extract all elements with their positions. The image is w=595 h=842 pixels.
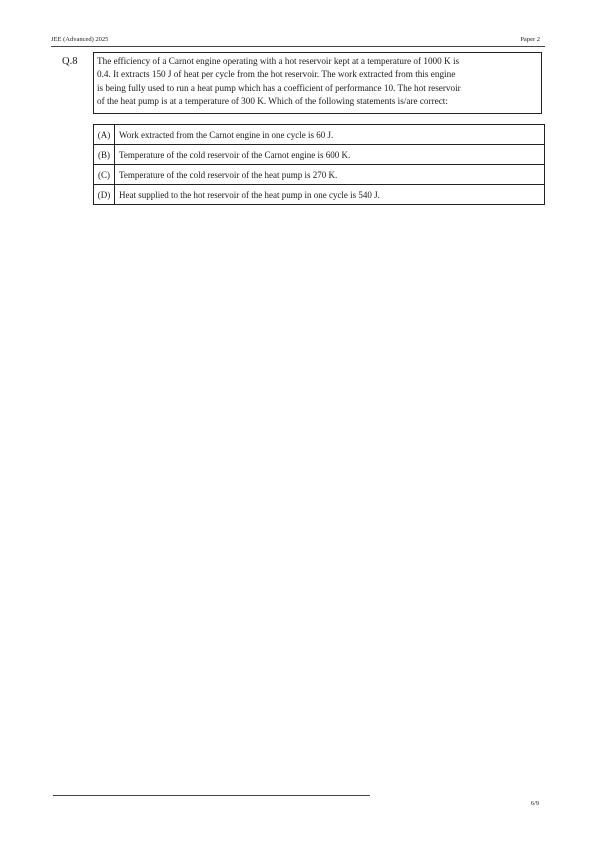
exam-title: JEE (Advanced) 2025 bbox=[51, 36, 109, 43]
option-row-c[interactable] bbox=[94, 165, 545, 185]
option-text: Temperature of the cold reservoir of the heat pump is 270 K. bbox=[115, 165, 545, 185]
question-line: of the heat pump is at a temperature of 300 K. Which of the following statements is/are correct: bbox=[97, 95, 448, 106]
question-line: is being fully used to run a heat pump which has a coefficient of performance 10. The hot reservoir bbox=[97, 82, 461, 93]
options-table bbox=[93, 124, 545, 205]
question-line: 0.4. It extracts 150 J of heat per cycle from the hot reservoir. The work extracted from this engine bbox=[97, 69, 456, 80]
question-line: The efficiency of a Carnot engine operating with a hot reservoir kept at a temperature of 1000 K is bbox=[97, 56, 460, 66]
option-text: Temperature of the cold reservoir of the Carnot engine is 600 K. bbox=[115, 145, 545, 165]
footer-divider bbox=[53, 795, 370, 796]
option-text: Heat supplied to the hot reservoir of the heat pump in one cycle is 540 J. bbox=[115, 185, 545, 205]
option-text: Work extracted from the Carnot engine in one cycle is 60 J. bbox=[115, 125, 545, 145]
question-number: Q.8 bbox=[62, 56, 78, 67]
option-label: (A) bbox=[94, 125, 115, 145]
option-row-a[interactable] bbox=[94, 125, 545, 145]
option-label: (B) bbox=[94, 145, 115, 165]
paper-label: Paper 2 bbox=[520, 36, 540, 43]
option-row-d[interactable] bbox=[94, 185, 545, 205]
option-row-b[interactable] bbox=[94, 145, 545, 165]
option-label: (C) bbox=[94, 165, 115, 185]
option-label: (D) bbox=[94, 185, 115, 205]
page-number: 6/9 bbox=[530, 800, 539, 807]
header-divider bbox=[51, 46, 545, 47]
question-text-box bbox=[93, 52, 542, 114]
